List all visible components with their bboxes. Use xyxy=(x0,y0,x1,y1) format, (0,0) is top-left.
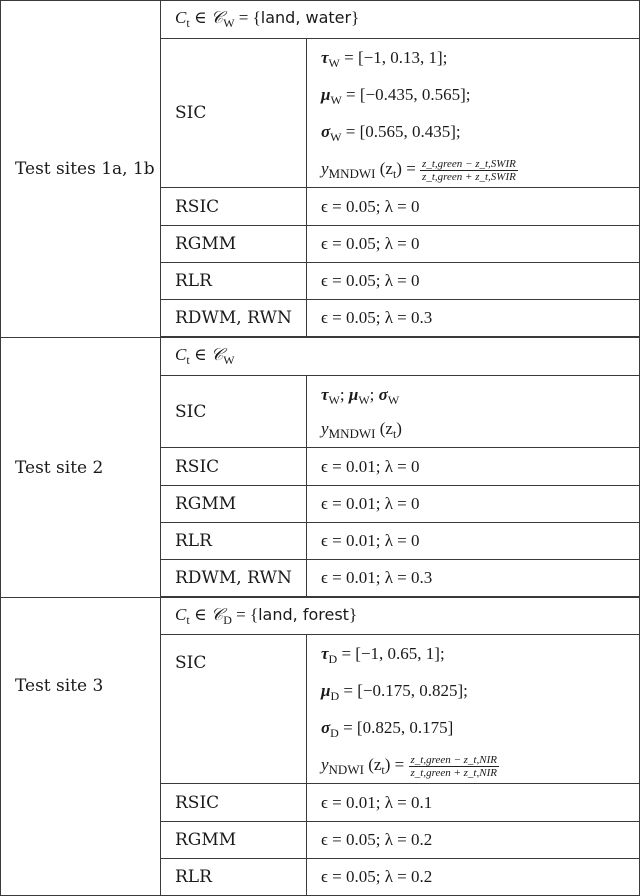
class-set-header: $C_t$ ∈ 𝒞$_W$ = {land, water} xyxy=(161,1,640,39)
method-label: RDWM, RWN xyxy=(161,300,307,337)
class-set-header: $C_t$ ∈ 𝒞$_D$ = {land, forest} xyxy=(161,598,640,635)
index-fraction: $\frac{\text{z\_t,green − z\_t,NIR}}{\text{z\_t,green + z\_t,NIR}}$ xyxy=(410,753,497,779)
sic-params: $\tau_W = [-1$, 0.13, 1]; $\mu_W = [-0.435$, 0.565]; $\sigma_W = [0.565$, 0.435]; $y_{MNDWI}$ $(z_t)$ = $\frac{\text{z\_t,green − z\_t,SWIR}}{\text{z\_t,green + z\_t,SWIR}}$ xyxy=(307,39,640,188)
params-cell: ϵ = 0.05; λ = 0.2 xyxy=(307,822,640,859)
method-label: RSIC xyxy=(161,448,307,486)
method-label: SIC xyxy=(161,376,307,448)
method-label: RSIC xyxy=(161,784,307,822)
params-cell: ϵ = 0.05; λ = 0 xyxy=(307,263,640,300)
class-set-header: $C_t$ ∈ 𝒞$_W$ xyxy=(161,338,640,376)
params-cell: ϵ = 0.05; λ = 0.2 xyxy=(307,859,640,896)
method-label: RLR xyxy=(161,263,307,300)
site-label: Test sites 1a, 1b xyxy=(1,1,161,338)
params-cell: ϵ = 0.01; λ = 0.3 xyxy=(307,560,640,597)
method-label: RLR xyxy=(161,523,307,560)
site-label: Test site 2 xyxy=(1,338,161,598)
params-cell: ϵ = 0.01; λ = 0 xyxy=(307,523,640,560)
method-label: SIC xyxy=(161,635,307,784)
table-row xyxy=(1,1,640,39)
table-row xyxy=(1,598,640,635)
method-label: RSIC xyxy=(161,188,307,226)
params-cell: ϵ = 0.05; λ = 0.3 xyxy=(307,300,640,337)
method-label: RDWM, RWN xyxy=(161,560,307,597)
sic-params: $\tau_W$; $\mu_W$; $\sigma_W$ $y_{MNDWI}$ $(z_t)$ xyxy=(307,376,640,448)
sic-params: $\tau_D = [-1$, 0.65, 1]; $\mu_D = [-0.175$, 0.825]; $\sigma_D = [0.825$, 0.175] $y_{NDWI}$ $(z_t)$ = $\frac{\text{z\_t,green − z\_t,NIR}}{\text{z\_t,green + z\_t,NIR}}$ xyxy=(307,635,640,784)
params-cell: ϵ = 0.01; λ = 0 xyxy=(307,486,640,523)
method-label: RLR xyxy=(161,859,307,896)
site-label: Test site 3 xyxy=(1,598,161,896)
index-fraction: $\frac{\text{z\_t,green − z\_t,SWIR}}{\text{z\_t,green + z\_t,SWIR}}$ xyxy=(422,157,516,183)
params-cell: ϵ = 0.05; λ = 0 xyxy=(307,226,640,263)
method-label: RGMM xyxy=(161,822,307,859)
params-cell: ϵ = 0.05; λ = 0 xyxy=(307,188,640,226)
table-row xyxy=(1,338,640,376)
method-label: RGMM xyxy=(161,486,307,523)
method-label: SIC xyxy=(161,39,307,188)
params-cell: ϵ = 0.01; λ = 0 xyxy=(307,448,640,486)
method-label: RGMM xyxy=(161,226,307,263)
params-cell: ϵ = 0.01; λ = 0.1 xyxy=(307,784,640,822)
